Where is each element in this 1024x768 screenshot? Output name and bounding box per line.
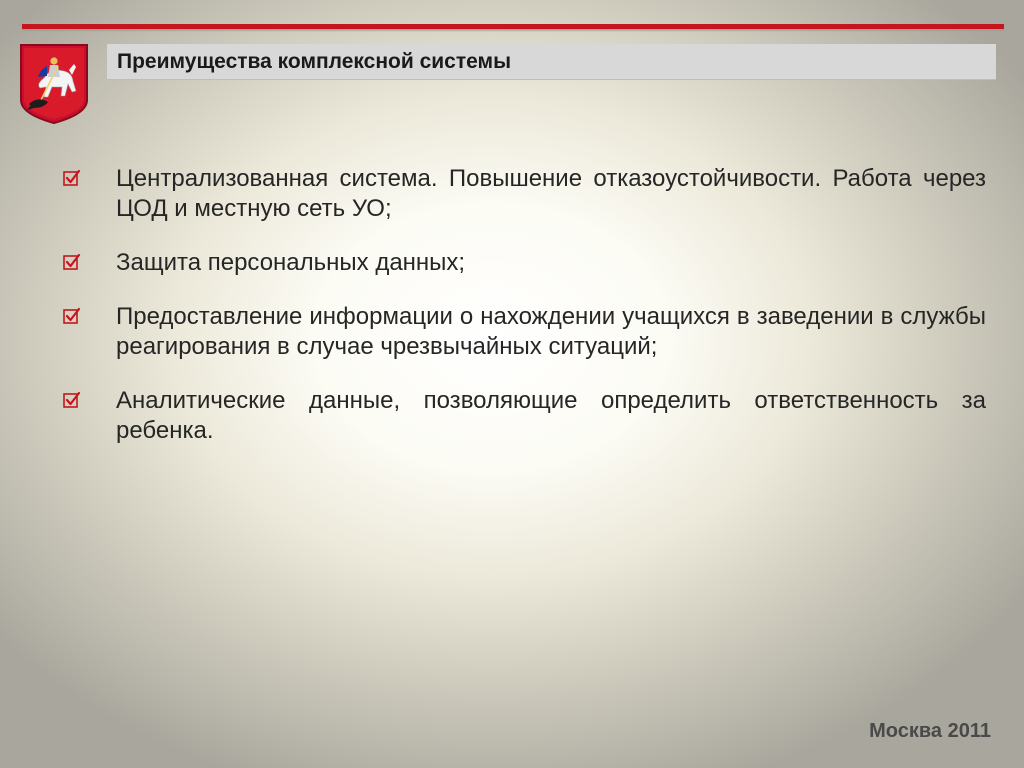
list-item [62,248,986,278]
bullet-text: Централизованная система. Повышение отказоустойчивости. Работа через ЦОД и местную сеть УО; [116,165,986,222]
list-item [62,386,986,446]
checked-box-icon [62,391,82,411]
slide-title: Преимущества комплексной системы [117,50,512,73]
checked-box-icon [62,169,82,189]
top-rule-shadow [22,29,1004,32]
bullet-list [62,164,986,470]
checked-box-icon [62,253,82,273]
title-bar [107,44,996,80]
list-item [62,302,986,362]
moscow-coat-of-arms-icon [20,44,88,124]
checked-box-icon [62,307,82,327]
bullet-text: Аналитические данные, позволяющие определить ответственность за ребенка. [116,387,986,444]
bullet-text: Предоставление информации о нахождении учащихся в заведении в службы реагирования в случае чрезвычайных ситуаций; [116,303,986,360]
list-item [62,164,986,224]
bullet-text: Защита персональных данных; [116,249,466,276]
footer-text: Москва 2011 [869,720,991,742]
